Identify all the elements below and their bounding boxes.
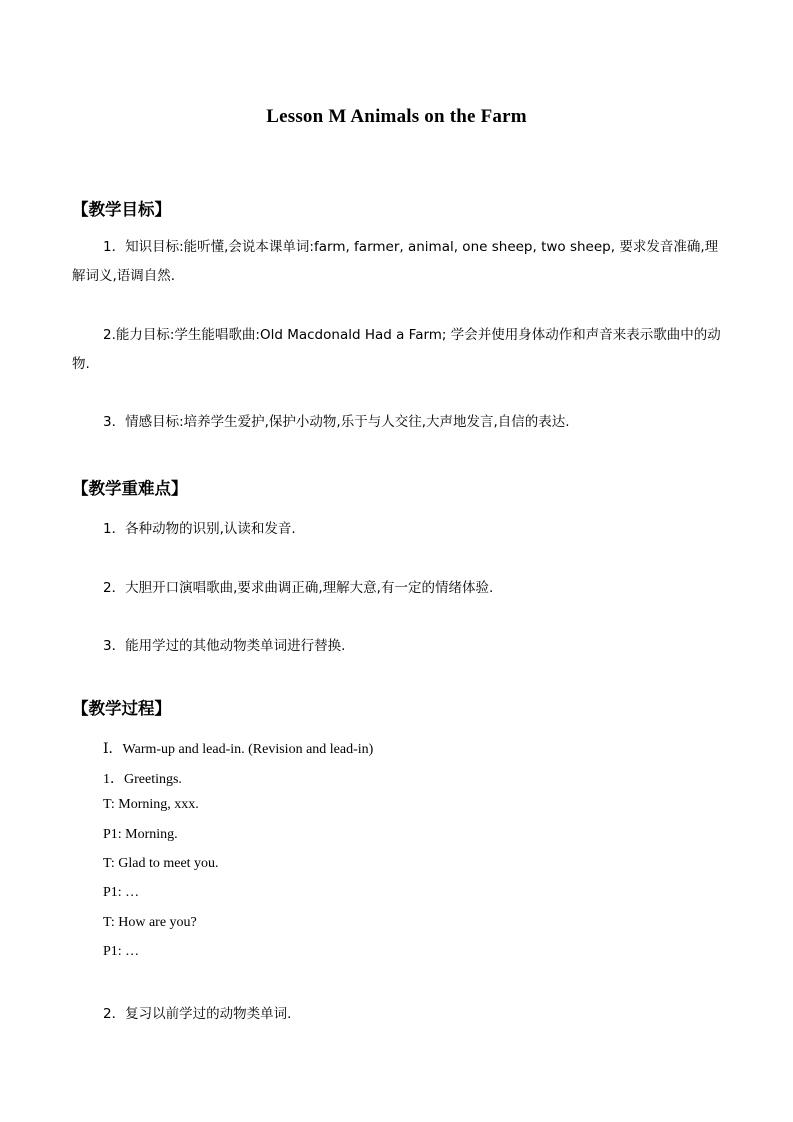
process-review-animals: 2．复习以前学过的动物类单词.: [103, 1006, 292, 1022]
objective-emotion: 3．情感目标:培养学生爱护,保护小动物,乐于与人交往,大声地发言,自信的表达.: [103, 414, 570, 430]
document-title: Lesson M Animals on the Farm: [266, 106, 527, 127]
heading-key-difficult-points: 【教学重难点】: [72, 479, 188, 498]
objective-ability: 2.能力目标:学生能唱歌曲:Old Macdonald Had a Farm; 学会并使用身体动作和声音来表示歌曲中的动物.: [72, 327, 721, 372]
dialogue-line-1: T: Morning, xxx.: [103, 797, 199, 812]
dialogue-line-6: P1: …: [103, 944, 140, 959]
key-point-2: 2．大胆开口演唱歌曲,要求曲调正确,理解大意,有一定的情绪体验.: [103, 580, 494, 596]
process-step-warm-up: Ⅰ．Warm-up and lead-in. (Revision and lead-in): [103, 742, 374, 757]
dialogue-line-5: T: How are you?: [103, 915, 197, 930]
key-point-3: 3．能用学过的其他动物类单词进行替换.: [103, 638, 346, 654]
key-point-1: 1．各种动物的识别,认读和发音.: [103, 521, 296, 537]
dialogue-line-3: T: Glad to meet you.: [103, 856, 219, 871]
dialogue-line-4: P1: …: [103, 885, 140, 900]
heading-teaching-process: 【教学过程】: [72, 699, 171, 718]
dialogue-line-2: P1: Morning.: [103, 827, 178, 842]
heading-teaching-objectives: 【教学目标】: [72, 200, 171, 219]
objective-knowledge: 1．知识目标:能听懂,会说本课单词:farm, farmer, animal, one sheep, two sheep, 要求发音准确,理解词义,语调自然.: [72, 239, 719, 284]
process-greetings: 1．Greetings.: [103, 772, 182, 787]
